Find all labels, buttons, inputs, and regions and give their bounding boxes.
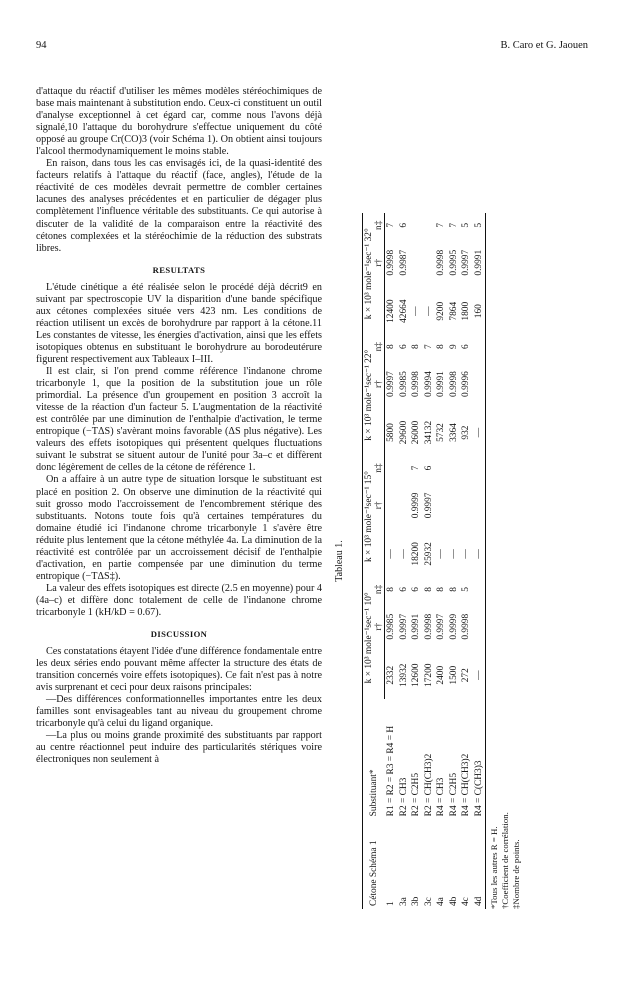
sub-header-n: n‡ xyxy=(374,577,385,601)
section-heading-resultats: RESULTATS xyxy=(152,264,206,275)
table-cell-n15 xyxy=(473,456,486,480)
table-row xyxy=(435,213,448,909)
table-row xyxy=(410,213,423,909)
table-cell-k15: 18200 xyxy=(411,542,421,566)
table-cell-n32: 5 xyxy=(473,213,486,238)
table-row xyxy=(385,213,398,909)
sub-header-r: r† xyxy=(374,238,385,288)
table-cell-cetone: 3c xyxy=(423,897,434,906)
paragraph: d'attaque du réactif d'utiliser les mêmes modèles stéréochimiques de base mais maintenant à substitution endo. Ceux-ci constituent un outil d'analyse exceptionnel à cet égard car, comme nous l'avons déjà signalé,10 l'attaque du borohydrure s'effectue uniquement du côté opposé au groupe Cr(CO)3 (voir Schéma 1). On obtient ainsi toujours l'alcool thermodynamiquement le moins stable. xyxy=(36,86,322,158)
table-cell-k10: 1500 xyxy=(448,665,459,685)
table-cell-n15: 7 xyxy=(411,465,421,471)
table-cell-r15 xyxy=(460,480,473,530)
table-cell-n10: 5 xyxy=(461,587,471,592)
table-cell-r22: 0.9998 xyxy=(411,371,421,397)
page-header xyxy=(36,40,588,54)
table-cell-k22: — xyxy=(473,409,486,456)
table-cell-r10: 0.9998 xyxy=(423,613,434,640)
table-cell-r15 xyxy=(435,480,448,530)
paragraph: Il est clair, si l'on prend comme référence l'indanone chrome tricarbonyle 1, que la position de la substitution joue un rôle primordial. La présence d'un groupement en position 3 accroît la vitesse de la réaction d'un facteur 5. L'augmentation de la réactivité est contrôlée par une diminution de l'enthalpie d'activation, le terme entropique (−TΔS) s'avèrant moins favorable (ΔS plus négative). Les valeurs des effets isotopiques qui présentent quelques fluctuations suivant le substrat se situent autour de l'unité pour 3a–c et diffèrent donc légèrement de celles de la cétone de référence 1. xyxy=(36,366,322,474)
table-cell-r15: 0.9999 xyxy=(411,492,421,519)
table-cell-r22 xyxy=(473,359,486,409)
table-cell-subst: R2 = C2H5 xyxy=(411,772,421,817)
table-cell-n22: 7 xyxy=(423,344,434,350)
table-cell-r32 xyxy=(423,238,436,288)
table-cell-k32: — xyxy=(423,306,434,316)
paragraph: —Des différences conformationnelles importantes entre les deux familles sont envisageables tant au niveau du groupement chrome tricarbonyle qu'à celui du ligand organique. xyxy=(36,694,322,730)
table-cell-k15: — xyxy=(398,549,409,559)
table-cell-n32: 7 xyxy=(436,222,446,228)
table-cell-subst: R4 = CH(CH3)2 xyxy=(461,753,471,817)
table-cell-r22: 0.9985 xyxy=(398,371,409,397)
table-cell-k32: 7864 xyxy=(448,301,459,321)
footnote: ‡Nombre de points. xyxy=(511,839,521,909)
table-cell-k32: 160 xyxy=(473,288,486,335)
table-cell-k22: 3364 xyxy=(448,423,459,442)
table-cell-cetone: 4b xyxy=(448,896,459,906)
table-cell-subst: R4 = C2H5 xyxy=(448,772,459,817)
table-cell-r32 xyxy=(410,238,423,288)
table-cell-k10: 272 xyxy=(461,668,471,683)
footnote: *Tous les autres R = H. xyxy=(489,826,499,909)
table-cell-r32: 0.9997 xyxy=(461,249,471,276)
table-cell-k22: 34132 xyxy=(423,420,434,445)
paragraph: En raison, dans tous les cas envisagés ici, de la quasi-identité des facteurs relatifs à l'attaque du réactif (face, angles), l'étude de la réactivité de ces modèles devrait permettre de combler certaines lacunes des analyses précédentes et en particulier de dégager plus complètement l'influence véritable des substituants. Ce qui autorise à discuter de la validité de la comparaison entre la réactivité des cétones complexées et la stéréochimie de la réduction des substrats libres. xyxy=(36,158,322,254)
table-row xyxy=(473,213,486,909)
table-cell-r15: 0.9997 xyxy=(423,492,434,519)
table-cell-r22: 0.9996 xyxy=(461,371,471,397)
table-row xyxy=(423,213,436,909)
footnote: †Coefficient de corrélation. xyxy=(500,812,510,909)
table-cell-subst: R2 = CH3 xyxy=(398,777,409,817)
table-cell-k15: — xyxy=(473,531,486,578)
table-cell-r15 xyxy=(398,480,411,530)
table-cell-n10: 8 xyxy=(386,587,396,592)
table-cell-n32 xyxy=(423,213,436,238)
table-row xyxy=(460,213,473,909)
running-authors: B. Caro et G. Jaouen xyxy=(500,40,588,51)
table-cell-r15 xyxy=(473,480,486,530)
table-cell-k10: 17200 xyxy=(423,663,434,687)
table-cell-n22: 6 xyxy=(398,344,409,350)
table-cell-n22: 6 xyxy=(461,344,471,350)
col-header-cetone: Cétone Schéma 1 xyxy=(363,819,385,909)
table-cell-k10: 2332 xyxy=(386,665,396,685)
table-cell-k32: 9200 xyxy=(436,301,446,321)
sub-header-n: n‡ xyxy=(374,213,385,238)
table-cell-k32: 12400 xyxy=(386,299,396,323)
table-cell-k10: 12600 xyxy=(411,663,421,687)
table-cell-k15: — xyxy=(448,549,459,559)
table-cell-n32 xyxy=(410,213,423,238)
table-cell-cetone: 4d xyxy=(473,819,486,909)
table-row xyxy=(448,213,461,909)
paragraph: L'étude cinétique a été réalisée selon le procédé déjà décrit9 en suivant par spectroscopie UV la disparition d'une bande spécifique aux cétones complexées située vers 423 nm. Les conditions de réaction utilisent un excès de borohydrure par rapport à la cétone.11 Les constantes de vitesse, les énergies d'activation, ainsi que les effets isotopiques obtenus en substituant le borohydrure au borodeutérure figurent respectivement aux Tableaux I–III. xyxy=(36,281,322,365)
table-cell-r22: 0.9991 xyxy=(436,371,446,397)
table-cell-r32: 0.9987 xyxy=(398,249,409,276)
table-cell-n32: 7 xyxy=(448,222,459,228)
table-cell-r10: 0.9991 xyxy=(411,613,421,640)
table-cell-n10: 8 xyxy=(436,587,446,592)
table-cell-subst: R1 = R2 = R3 = R4 = H xyxy=(385,725,396,817)
table-cell-k22: 5732 xyxy=(436,423,446,442)
group-header-15: k × 10³ mole⁻¹sec⁻¹ 15° xyxy=(363,456,375,577)
table-cell-r32: 0.9998 xyxy=(386,249,396,276)
sub-header-n: n‡ xyxy=(374,456,385,480)
table-cell-k32: — xyxy=(411,306,421,316)
table-cell-k15: — xyxy=(461,549,471,559)
table-cell-k22: 932 xyxy=(461,425,471,440)
table-cell-n15 xyxy=(398,456,411,480)
sub-header-r: r† xyxy=(374,602,385,652)
table-cell-r10: 0.9997 xyxy=(436,613,446,640)
table-cell-r32: 0.9991 xyxy=(473,238,486,288)
table-cell-n15: 6 xyxy=(423,465,434,471)
table-cell-n22: 8 xyxy=(411,344,421,350)
table-cell-cetone: 1 xyxy=(385,901,396,906)
table-cell-n22: 8 xyxy=(436,344,446,350)
table-cell-cetone: 4a xyxy=(436,897,446,906)
table-cell-k15: — xyxy=(436,549,446,559)
table-cell-n15 xyxy=(448,456,461,480)
table-cell-n10: 8 xyxy=(423,587,434,592)
table-cell-k22: 29600 xyxy=(398,420,409,445)
table-cell-n32: 5 xyxy=(461,222,471,228)
table-cell-k10: 13932 xyxy=(398,663,409,687)
page-number: 94 xyxy=(36,40,47,51)
table-cell-r15 xyxy=(385,480,398,530)
table-cell-r10 xyxy=(473,602,486,652)
table-cell-r22: 0.9998 xyxy=(448,371,459,397)
table-cell-n10: 6 xyxy=(411,587,421,592)
table-cell-n15 xyxy=(385,456,398,480)
table-cell-r32: 0.9995 xyxy=(448,249,459,276)
table-cell-n22: 9 xyxy=(448,344,459,350)
group-header-22: k × 10³ mole⁻¹sec⁻¹ 22° xyxy=(363,335,375,456)
rotated-table xyxy=(334,213,576,909)
col-header-substituant: Substituant* xyxy=(363,699,385,820)
paragraph: On a affaire à un autre type de situation lorsque le substituant est placé en position 2. On observe une diminution de la réactivité qui suit grosso modo l'accroissement de l'encombrement stérique des substituants. Notons toute fois qu'à certaines températures du domaine étudié ici l'indanone chrome tricarbonyle 1 s'avère être réduite plus lentement que la cétone méthylée 4a. La diminution de la réactivité est contrôlée par un accroissement décisif de l'enthalpie d'activation, en partie compensée par une diminution du terme entropique (−TΔS‡). xyxy=(36,474,322,582)
table-cell-n15 xyxy=(460,456,473,480)
table-cell-n22: 8 xyxy=(386,344,396,350)
table-body xyxy=(385,213,486,909)
table-cell-r15 xyxy=(448,480,461,530)
paragraph: Ces constatations étayent l'idée d'une différence fondamentale entre les deux séries endo pouvant même affecter la structure des états de transition concernés voire effets isotopiques). Ce fait n'est pas à notre avis surprenant et ceci pour deux raisons principales: xyxy=(36,646,322,694)
table-caption: Tableau 1. xyxy=(334,540,345,582)
group-header-10: k × 10³ mole⁻¹sec⁻¹ 10° xyxy=(363,577,375,698)
table-cell-subst: R4 = CH3 xyxy=(436,777,446,817)
table-cell-k22: 26000 xyxy=(411,420,421,445)
table-cell-n22 xyxy=(473,335,486,359)
table-cell-cetone: 3a xyxy=(398,897,409,906)
table-cell-n10: 8 xyxy=(448,587,459,592)
table-cell-r22: 0.9994 xyxy=(423,371,434,397)
table-cell-k32: 42664 xyxy=(398,299,409,323)
paragraph: —La plus ou moins grande proximité des substituants par rapport au centre réactionnel peut induire des particularités stériques voire électroniques non seulement à xyxy=(36,730,322,766)
table-footnotes xyxy=(489,213,522,909)
table-cell-k15: 25932 xyxy=(423,542,434,566)
table-cell-r22: 0.9997 xyxy=(386,371,396,397)
table-cell-n10: 6 xyxy=(398,587,409,592)
table-cell-cetone: 4c xyxy=(461,897,471,906)
table-cell-n15 xyxy=(435,456,448,480)
text-column xyxy=(36,86,322,767)
table-cell-r32: 0.9998 xyxy=(436,249,446,276)
section-heading-discussion: DISCUSSION xyxy=(150,629,208,640)
table-cell-k10: 2400 xyxy=(436,665,446,685)
table-cell-n32: 7 xyxy=(386,222,396,228)
table-cell-r10: 0.9998 xyxy=(461,613,471,640)
table-cell-n10 xyxy=(473,577,486,601)
table-cell-r10: 0.9997 xyxy=(398,613,409,640)
table-cell-k32: 1800 xyxy=(461,301,471,321)
paragraph: La valeur des effets isotopiques est directe (2.5 en moyenne) pour 4 (4a–c) et diffère donc totalement de celle de l'indanone chrome tricarbonyle 1 (kH/kD = 0.67). xyxy=(36,582,322,618)
kinetics-table xyxy=(362,213,486,909)
sub-header-r: r† xyxy=(374,359,385,409)
table-cell-cetone: 3b xyxy=(411,896,421,906)
table-row xyxy=(398,213,411,909)
sub-header-n: n‡ xyxy=(374,335,385,359)
table-cell-k10: — xyxy=(473,652,486,699)
table-cell-subst: R4 = C(CH3)3 xyxy=(473,699,486,820)
sub-header-r: r† xyxy=(374,480,385,530)
table-cell-n32: 6 xyxy=(398,222,409,228)
table-cell-k22: 5800 xyxy=(386,423,396,442)
table-cell-k15: — xyxy=(386,549,396,559)
table-cell-subst: R2 = CH(CH3)2 xyxy=(423,753,434,817)
group-header-32: k × 10³ mole⁻¹sec⁻¹ 32° xyxy=(363,213,375,335)
table-cell-r10: 0.9999 xyxy=(448,613,459,640)
table-cell-r10: 0.9985 xyxy=(386,613,396,640)
